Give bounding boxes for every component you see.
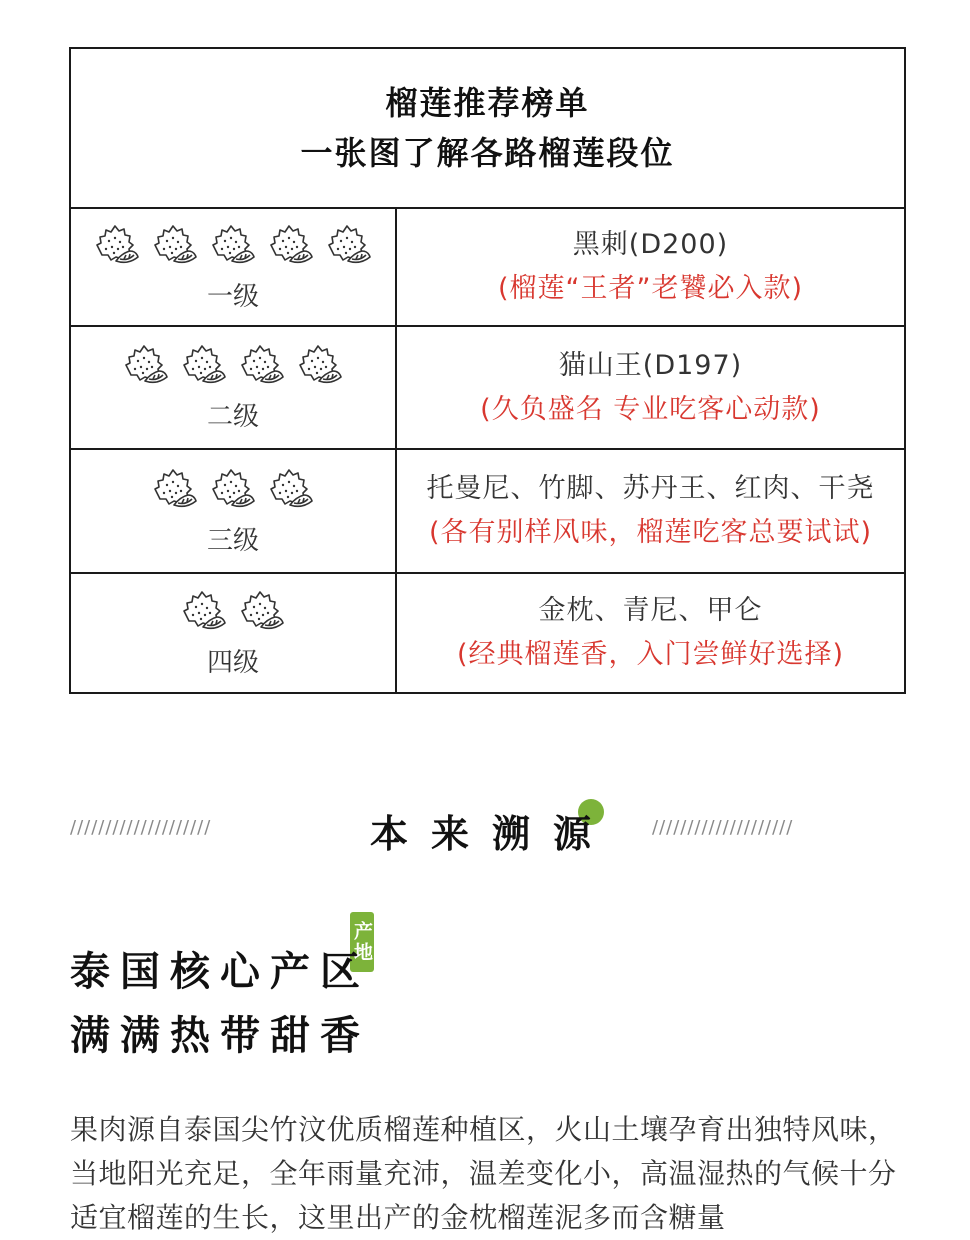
- rank-row-2: [71, 327, 904, 450]
- ranking-table: [69, 47, 906, 694]
- durian-icon: [208, 221, 258, 275]
- durian-icon: [121, 341, 171, 395]
- ranking-subtitle: 一张图了解各路榴莲段位: [300, 134, 675, 172]
- durian-icon: [92, 221, 142, 275]
- level-label: 二级: [206, 402, 259, 432]
- rank-row-1: [71, 209, 904, 327]
- durian-icon: [150, 465, 200, 519]
- variety-desc: (榴莲“王者”老饕必入款): [497, 273, 804, 304]
- durian-icon: [237, 341, 287, 395]
- section-heading: 本来溯源: [370, 812, 615, 856]
- durian-icon: [237, 587, 287, 641]
- durian-icon: [295, 341, 345, 395]
- rank-level-cell: [71, 327, 397, 448]
- durian-icon: [179, 341, 229, 395]
- decorative-slashes-left: ////////////////////: [70, 817, 212, 838]
- durian-icon: [150, 221, 200, 275]
- durian-icon: [324, 221, 374, 275]
- origin-title: [70, 940, 370, 1068]
- rank-variety-cell: [397, 450, 904, 572]
- rank-row-4: [71, 574, 904, 692]
- section-title: [0, 795, 970, 865]
- durian-icon: [208, 465, 258, 519]
- rank-level-cell: [71, 209, 397, 325]
- durian-icon: [266, 465, 316, 519]
- durian-icon: [266, 221, 316, 275]
- rank-row-3: [71, 450, 904, 574]
- rank-variety-cell: [397, 327, 904, 448]
- variety-name: 托曼尼、竹脚、苏丹王、红肉、干尧: [426, 473, 875, 504]
- rank-variety-cell: [397, 574, 904, 692]
- variety-desc: (各有别样风味，榴莲吃客总要试试): [428, 517, 873, 548]
- rank-level-cell: [71, 450, 397, 572]
- variety-desc: (久负盛名 专业吃客心动款): [480, 393, 821, 425]
- decorative-slashes-right: ////////////////////: [652, 817, 794, 838]
- variety-name: 黑刺(D200): [572, 229, 729, 260]
- variety-desc: (经典榴莲香，入门尝鲜好选择): [456, 639, 845, 670]
- origin-body-text: 果肉源自泰国尖竹汶优质榴莲种植区，火山土壤孕育出独特风味，当地阳光充足，全年雨量充沛，温差变化小，高温湿热的气候十分适宜榴莲的生长，这里出产的金枕榴莲泥多而含糖量: [70, 1113, 897, 1234]
- durian-icons: [179, 588, 287, 640]
- ranking-title: 榴莲推荐榜单: [385, 84, 590, 122]
- level-label: 一级: [206, 281, 259, 312]
- rank-level-cell: [71, 574, 397, 692]
- durian-icons: [150, 466, 316, 518]
- variety-name: 金枕、青尼、甲仑: [538, 595, 763, 626]
- rank-variety-cell: [397, 209, 904, 325]
- origin-tag: 产地: [350, 912, 374, 972]
- level-label: 三级: [206, 525, 259, 556]
- durian-icons: [121, 342, 345, 394]
- ranking-header: [71, 49, 904, 209]
- origin-title-line1: 泰国核心产区: [70, 949, 370, 995]
- durian-icons: [92, 222, 374, 274]
- origin-title-line2: 满满热带甜香: [70, 1013, 370, 1059]
- variety-name: 猫山王(D197): [558, 349, 743, 381]
- durian-icon: [179, 587, 229, 641]
- level-label: 四级: [206, 647, 259, 678]
